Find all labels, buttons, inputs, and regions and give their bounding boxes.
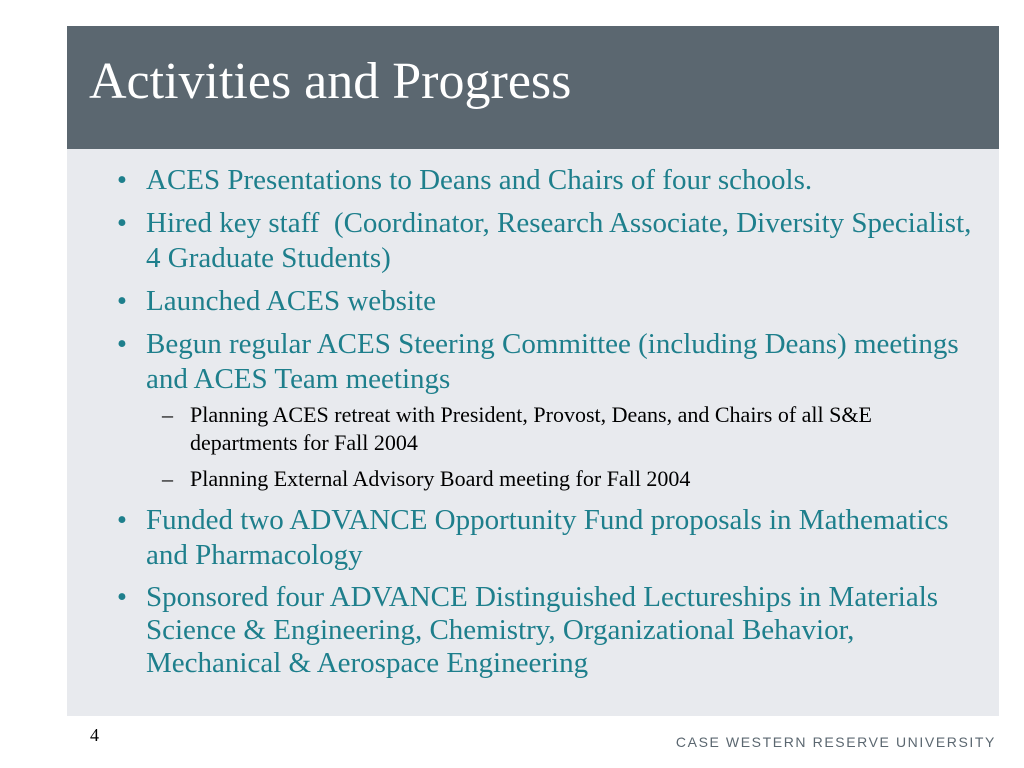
- bullet-text: Begun regular ACES Steering Committee (including Deans) meetings and ACES Team meetings: [146, 328, 959, 395]
- title-bar: [67, 26, 999, 149]
- content-panel: [67, 149, 999, 716]
- bullet-text: Launched ACES website: [146, 285, 436, 317]
- sub-item: [112, 401, 982, 457]
- bullet-list: [112, 163, 982, 688]
- dash-mark: –: [162, 402, 173, 427]
- bullet-item: [112, 327, 982, 397]
- sub-list: [112, 401, 982, 493]
- bullet-mark: •: [116, 581, 128, 613]
- bullet-mark: •: [116, 285, 128, 317]
- slide-title: Activities and Progress: [89, 53, 572, 110]
- sub-text: Planning External Advisory Board meeting for Fall 2004: [190, 466, 691, 491]
- bullet-mark: •: [116, 164, 128, 196]
- bullet-mark: •: [116, 328, 128, 360]
- bullet-text: Sponsored four ADVANCE Distinguished Lectureships in Materials Science & Engineering, Chemistry, Organizational Behavior, Mechanical & Aerospace Engineering: [146, 581, 939, 679]
- bullet-item: [112, 581, 982, 680]
- page-number: 4: [90, 725, 99, 745]
- bullet-item: [112, 503, 982, 573]
- dash-mark: –: [162, 466, 173, 491]
- sub-text: Planning ACES retreat with President, Provost, Deans, and Chairs of all S&E departments for Fall 2004: [190, 402, 872, 455]
- sub-item: [112, 465, 982, 493]
- bullet-text: Hired key staff (Coordinator, Research Associate, Diversity Specialist, 4 Graduate Students): [146, 207, 979, 274]
- bullet-item: [112, 206, 982, 276]
- bullet-mark: •: [116, 207, 128, 239]
- bullet-item: [112, 284, 982, 319]
- bullet-text: Funded two ADVANCE Opportunity Fund proposals in Mathematics and Pharmacology: [146, 504, 949, 571]
- university-logo-text: CASE WESTERN RESERVE UNIVERSITY: [675, 734, 996, 750]
- bullet-mark: •: [116, 504, 128, 536]
- bullet-text: ACES Presentations to Deans and Chairs of four schools.: [146, 164, 813, 196]
- bullet-item: [112, 163, 982, 198]
